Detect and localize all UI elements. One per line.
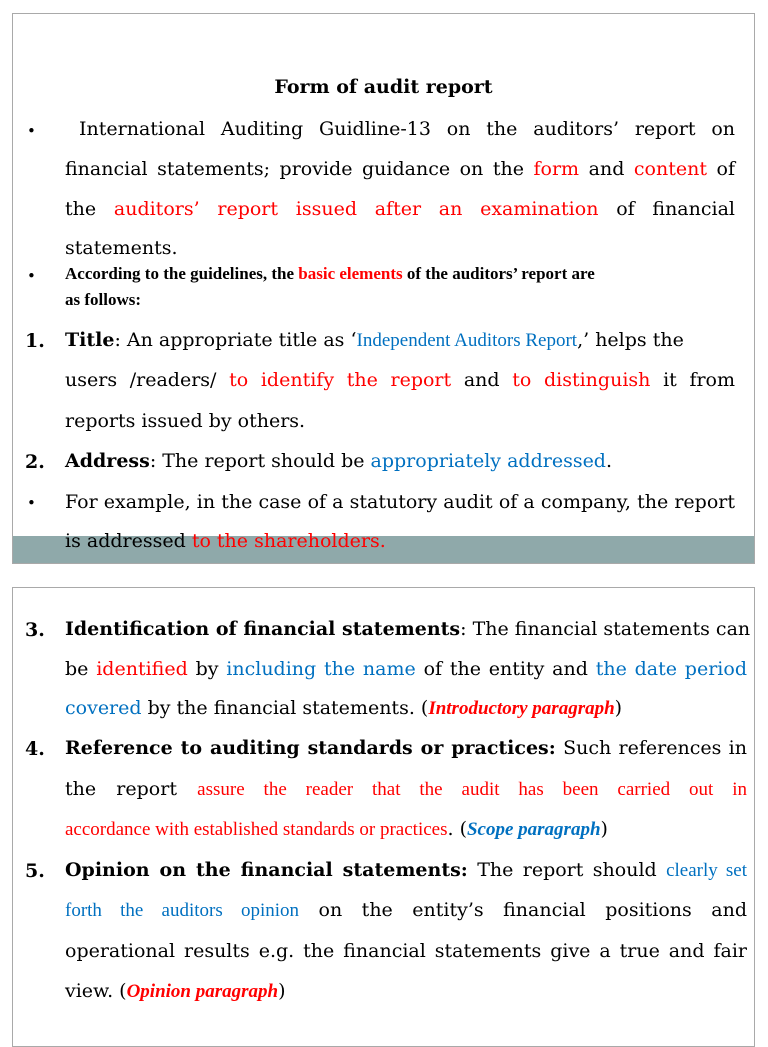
highlight-text: auditors’ report issued after an examination	[113, 198, 599, 220]
slide-2	[12, 587, 755, 1047]
paragraph-line	[65, 817, 747, 842]
text: of financial	[616, 198, 735, 220]
paragraph-line	[65, 289, 735, 311]
text: and	[463, 369, 500, 391]
highlight-text: basic elements	[298, 264, 403, 283]
text: financial statements; provide guidance on the	[65, 158, 524, 180]
text: on the entity’s financial positions and	[318, 899, 747, 921]
text: : The financial statements can	[460, 618, 751, 640]
text: )	[600, 818, 608, 840]
text: For example, in the case of a statutory audit of a company, the report	[65, 491, 735, 513]
list-number: 3.	[25, 619, 45, 641]
highlight-text: Independent Auditors Report	[356, 330, 578, 351]
item-label: Identification of financial statements	[65, 618, 461, 640]
paragraph-line	[79, 117, 735, 141]
text: According to the guidelines, the	[65, 264, 295, 283]
text: operational results e.g. the financial statements give a true and fair	[65, 940, 747, 962]
bullet-marker: •	[27, 122, 36, 140]
item-label: Reference to auditing standards or practices:	[65, 737, 556, 759]
list-number: 4.	[25, 738, 45, 760]
paragraph-line	[65, 657, 747, 681]
highlight-text: clearly set	[666, 860, 747, 881]
text: ,’ helps the	[577, 329, 684, 351]
text: reports issued by others.	[65, 410, 306, 432]
highlight-text: including the name	[226, 658, 416, 680]
highlight-text: to identify the report	[229, 369, 452, 391]
text: )	[278, 980, 286, 1002]
highlight-text: to distinguish	[512, 369, 651, 391]
text: be	[65, 658, 89, 680]
text: Such references in	[563, 737, 747, 759]
text: of	[716, 158, 736, 180]
paragraph-line	[65, 617, 751, 641]
bullet-marker: •	[27, 494, 36, 512]
paragraph-line	[65, 197, 735, 221]
text: : The report should be	[149, 450, 365, 472]
highlight-text: identified	[96, 658, 188, 680]
highlight-text: form	[533, 158, 580, 180]
paragraph-line	[65, 157, 735, 181]
highlight-text: accordance with established standards or practices	[65, 819, 448, 840]
highlight-text: forth the auditors opinion	[65, 900, 300, 921]
text: as follows:	[65, 290, 142, 309]
paragraph-line	[65, 368, 735, 392]
text: .	[605, 450, 613, 472]
text: statements.	[65, 237, 178, 259]
text: of the auditors’ report are	[406, 264, 595, 283]
highlight-text: content	[633, 158, 707, 180]
paragraph-line	[65, 263, 735, 285]
item-label: Opinion on the financial statements:	[65, 859, 468, 881]
paragraph-line	[65, 979, 747, 1004]
text: and	[588, 158, 625, 180]
paragraph-line	[65, 939, 747, 963]
paragraph-tag: Introductory paragraph	[428, 698, 615, 719]
highlight-text: covered	[65, 697, 142, 719]
highlight-text: to the shareholders.	[191, 530, 386, 552]
item-label: Address	[65, 450, 150, 472]
highlight-text: the date period	[595, 658, 747, 680]
text: is addressed	[65, 530, 186, 552]
paragraph-line	[65, 898, 747, 923]
list-number: 5.	[25, 860, 45, 882]
paragraph-line	[65, 490, 735, 514]
paragraph-tag: Scope paragraph	[466, 819, 601, 840]
paragraph-line	[65, 858, 747, 883]
paragraph-line	[65, 529, 735, 553]
paragraph-line	[65, 328, 735, 353]
list-number: 1.	[25, 330, 45, 352]
highlight-text: appropriately addressed	[370, 450, 606, 472]
text: : An appropriate title as ‘	[114, 329, 357, 351]
paragraph-line	[65, 409, 735, 433]
text: the	[65, 198, 97, 220]
item-label: Title	[65, 329, 115, 351]
text: by	[195, 658, 219, 680]
text: )	[614, 697, 623, 719]
text: it from	[663, 369, 736, 391]
paragraph-line	[65, 236, 735, 260]
text: the report	[65, 778, 177, 800]
text: view. (	[65, 980, 127, 1002]
slide-1	[12, 13, 755, 564]
text: International Auditing Guidline-13 on the auditors’ report on	[79, 118, 735, 140]
highlight-text: assure the reader that the audit has been carried out in	[197, 779, 747, 800]
paragraph-line	[65, 449, 735, 473]
paragraph-line	[65, 736, 747, 760]
bullet-marker: •	[27, 267, 36, 285]
text: by the financial statements. (	[147, 697, 429, 719]
text: . (	[447, 818, 467, 840]
slide-title: Form of audit report	[274, 76, 493, 98]
paragraph-line	[65, 696, 747, 721]
text: The report should	[477, 859, 657, 881]
list-number: 2.	[25, 451, 45, 473]
text: of the entity and	[423, 658, 588, 680]
text: users /readers/	[65, 369, 217, 391]
paragraph-tag: Opinion paragraph	[126, 981, 279, 1002]
paragraph-line	[65, 777, 747, 802]
